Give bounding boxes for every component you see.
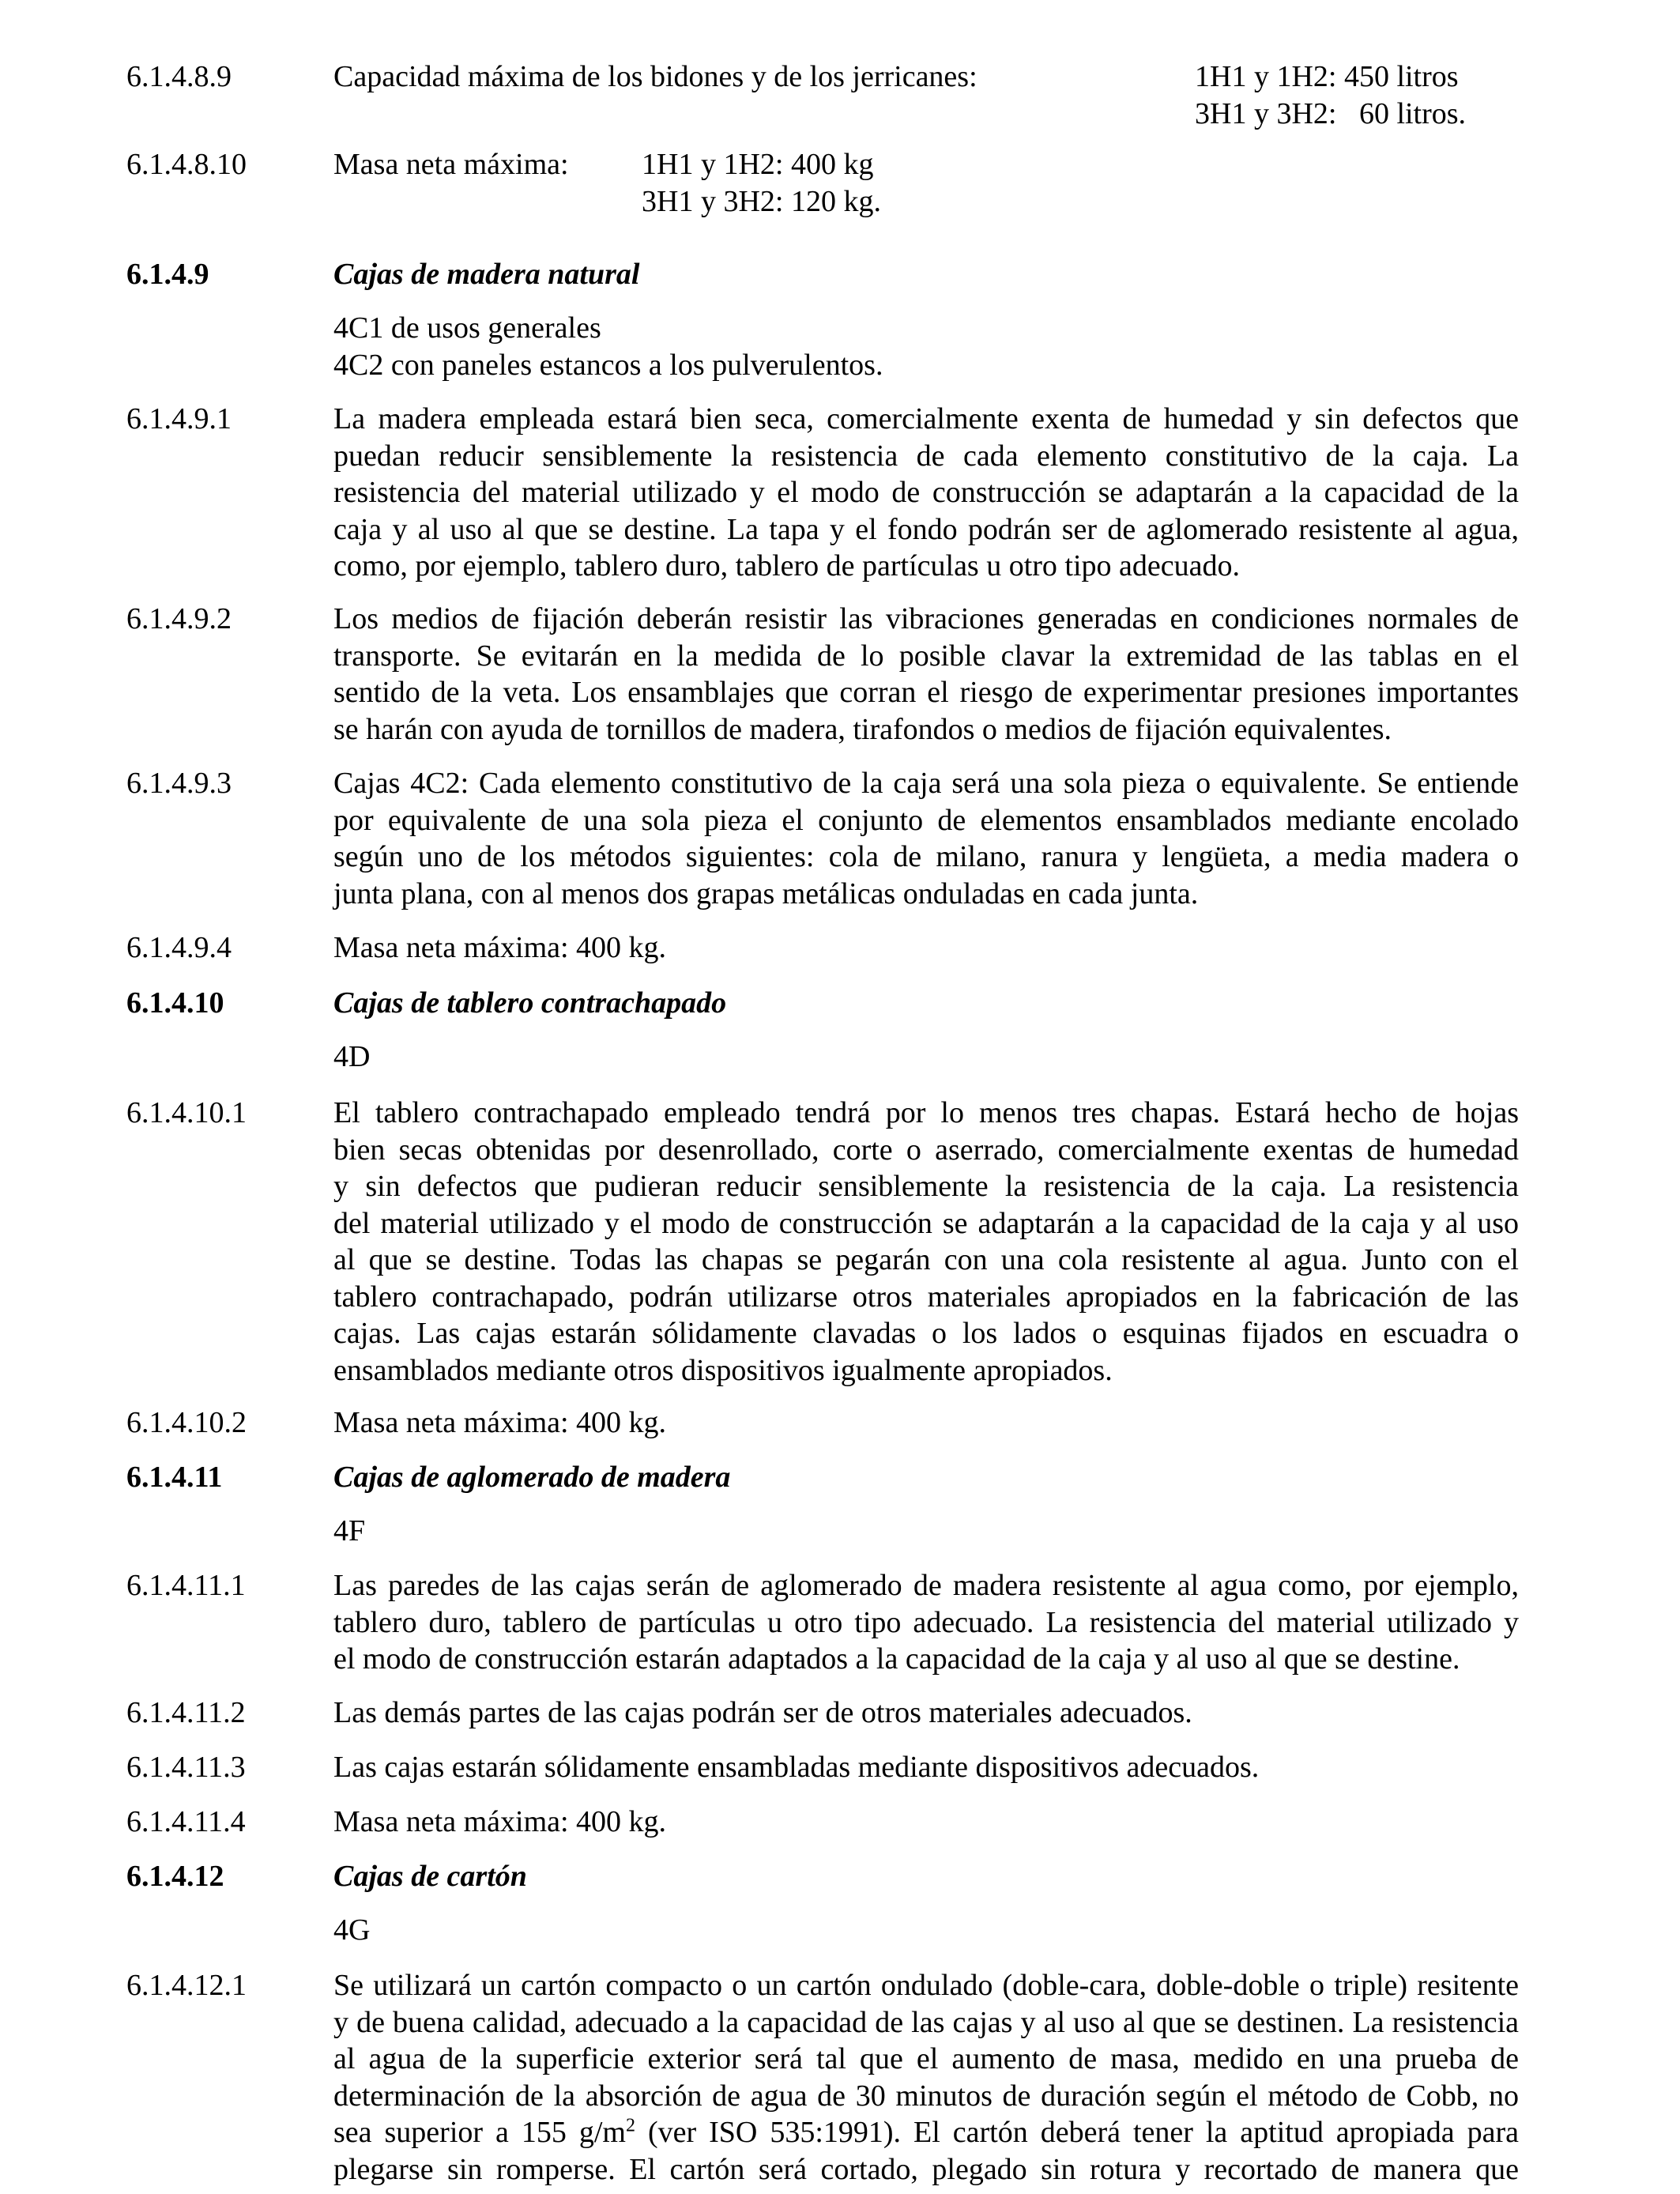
text-line: resistencia del material utilizado y el modo de construcción se adaptarán a la capacidad de la — [333, 476, 1519, 509]
text-line: bien secas obtenidas por desenrollado, corte o aserrado, comercialmente exentas de humedad — [333, 1133, 1519, 1167]
text-line: junta plana, con al menos dos grapas metálicas onduladas en cada junta. — [333, 876, 1199, 910]
text-line: por equivalente de una sola pieza el conjunto de elementos ensamblados mediante encolado — [333, 803, 1519, 837]
superscript: 2 — [625, 2115, 635, 2136]
text-fragment: sea superior a 155 g/m — [333, 2116, 626, 2149]
clause-number: 6.1.4.11.2 — [126, 1696, 246, 1729]
section-number: 6.1.4.12 — [126, 1860, 224, 1893]
clause-number: 6.1.4.10.2 — [126, 1406, 247, 1439]
text-line: como, por ejemplo, tablero duro, tablero de partículas u otro tipo adecuado. — [333, 549, 1241, 582]
clause-number: 6.1.4.10.1 — [126, 1096, 247, 1129]
text-line: caja y al uso al que se destine. La tapa y el fondo podrán ser de aglomerado resistente al agua, — [333, 512, 1519, 546]
clause-text: Masa neta máxima: 400 kg. — [333, 1406, 667, 1439]
text-line: determinación de la absorción de agua de 30 minutos de duración según el método de Cobb, no — [333, 2079, 1519, 2113]
text-line: tablero duro, tablero de partículas u otro tipo adecuado. La resistencia del material utilizado y — [333, 1605, 1519, 1639]
text-line: transporte. Se evitarán en la medida de lo posible clavar la extremidad de las tablas en el — [333, 639, 1519, 673]
text-line: y sin defectos que pudieran reducir sensiblemente la resistencia de la caja. La resistencia — [333, 1170, 1519, 1203]
code-line: 4C1 de usos generales — [333, 311, 601, 345]
clause-number: 6.1.4.12.1 — [126, 1969, 247, 2002]
section-number: 6.1.4.11 — [126, 1461, 223, 1494]
clause-text: Masa neta máxima: 400 kg. — [333, 1805, 667, 1838]
code-line: 4D — [333, 1040, 371, 1073]
capacity-value-1: 1H1 y 1H2: 450 litros — [1195, 60, 1459, 93]
section-title: Cajas de madera natural — [333, 258, 640, 291]
clause-number: 6.1.4.9.3 — [126, 767, 232, 800]
section-title: Cajas de aglomerado de madera — [333, 1461, 731, 1494]
clause-number: 6.1.4.9.2 — [126, 602, 232, 635]
section-number: 6.1.4.10 — [126, 986, 224, 1020]
code-line: 4F — [333, 1514, 366, 1547]
clause-number: 6.1.4.9.1 — [126, 402, 232, 435]
text-line: sentido de la veta. Los ensamblajes que corran el riesgo de experimentar presiones importantes — [333, 676, 1519, 709]
clause-number: 6.1.4.11.4 — [126, 1805, 246, 1838]
section-title: Cajas de cartón — [333, 1860, 527, 1893]
text-line: según uno de los métodos siguientes: cola de milano, ranura y lengüeta, a media madera o — [333, 840, 1519, 873]
text-line: plegarse sin romperse. El cartón será cortado, plegado sin rotura y recortado de manera que — [333, 2152, 1519, 2186]
text-line: el modo de construcción estarán adaptados a la capacidad de la caja y al uso al que se destine. — [333, 1642, 1460, 1676]
clause-number: 6.1.4.8.10 — [126, 148, 247, 181]
text-line: Las paredes de las cajas serán de aglomerado de madera resistente al agua como, por ejemplo, — [333, 1569, 1519, 1602]
clause-text: Masa neta máxima: 400 kg. — [333, 931, 667, 964]
capacity-value-2: 3H1 y 3H2: 60 litros. — [1195, 96, 1467, 130]
text-line: ensamblados mediante otros dispositivos igualmente apropiados. — [333, 1353, 1113, 1387]
clause-number: 6.1.4.11.1 — [126, 1569, 246, 1602]
clause-number: 6.1.4.11.3 — [126, 1751, 246, 1784]
text-line: al agua de la superficie exterior será tal que el aumento de masa, medido en una prueba de — [333, 2042, 1519, 2075]
code-line: 4C2 con paneles estancos a los pulverulentos. — [333, 348, 883, 382]
mass-value-1: 1H1 y 1H2: 400 kg — [642, 148, 874, 181]
text-line: Se utilizará un cartón compacto o un cartón ondulado (doble-cara, doble-doble o triple) resitente — [333, 1969, 1519, 2002]
text-line — [333, 2114, 1519, 2151]
clause-text: Capacidad máxima de los bidones y de los jerricanes: — [333, 60, 977, 93]
text-line: del material utilizado y el modo de construcción se adaptarán a la capacidad de la caja y al uso — [333, 1206, 1519, 1240]
section-title: Cajas de tablero contrachapado — [333, 986, 727, 1020]
clause-number: 6.1.4.9.4 — [126, 931, 232, 964]
text-line: El tablero contrachapado empleado tendrá por lo menos tres chapas. Estará hecho de hojas — [333, 1096, 1519, 1129]
text-line: tablero contrachapado, podrán utilizarse otros materiales apropiados en la fabricación de las — [333, 1280, 1519, 1314]
clause-text: Las cajas estarán sólidamente ensambladas mediante dispositivos adecuados. — [333, 1751, 1260, 1784]
text-line: al que se destine. Todas las chapas se pegarán con una cola resistente al agua. Junto con el — [333, 1243, 1519, 1276]
text-line: cajas. Las cajas estarán sólidamente clavadas o los lados o esquinas fijados en escuadra o — [333, 1317, 1519, 1350]
clause-number: 6.1.4.8.9 — [126, 60, 232, 93]
clause-text: Masa neta máxima: — [333, 148, 569, 181]
clause-text: Las demás partes de las cajas podrán ser de otros materiales adecuados. — [333, 1696, 1192, 1729]
text-line: puedan reducir sensiblemente la resistencia de cada elemento constitutivo de la caja. La — [333, 439, 1519, 473]
section-number: 6.1.4.9 — [126, 258, 209, 291]
text-line: La madera empleada estará bien seca, comercialmente exenta de humedad y sin defectos que — [333, 402, 1519, 435]
text-line: se harán con ayuda de tornillos de madera, tirafondos o medios de fijación equivalentes. — [333, 712, 1392, 746]
code-line: 4G — [333, 1913, 371, 1947]
text-line: Los medios de fijación deberán resistir las vibraciones generadas en condiciones normales de — [333, 602, 1519, 635]
text-fragment: (ver ISO 535:1991). El cartón deberá tener la aptitud apropiada para — [635, 2116, 1519, 2149]
text-line: y de buena calidad, adecuado a la capacidad de las cajas y al uso al que se destinen. La resistencia — [333, 2005, 1519, 2039]
mass-value-2: 3H1 y 3H2: 120 kg. — [642, 184, 881, 218]
text-line: Cajas 4C2: Cada elemento constitutivo de la caja será una sola pieza o equivalente. Se entiende — [333, 767, 1519, 800]
